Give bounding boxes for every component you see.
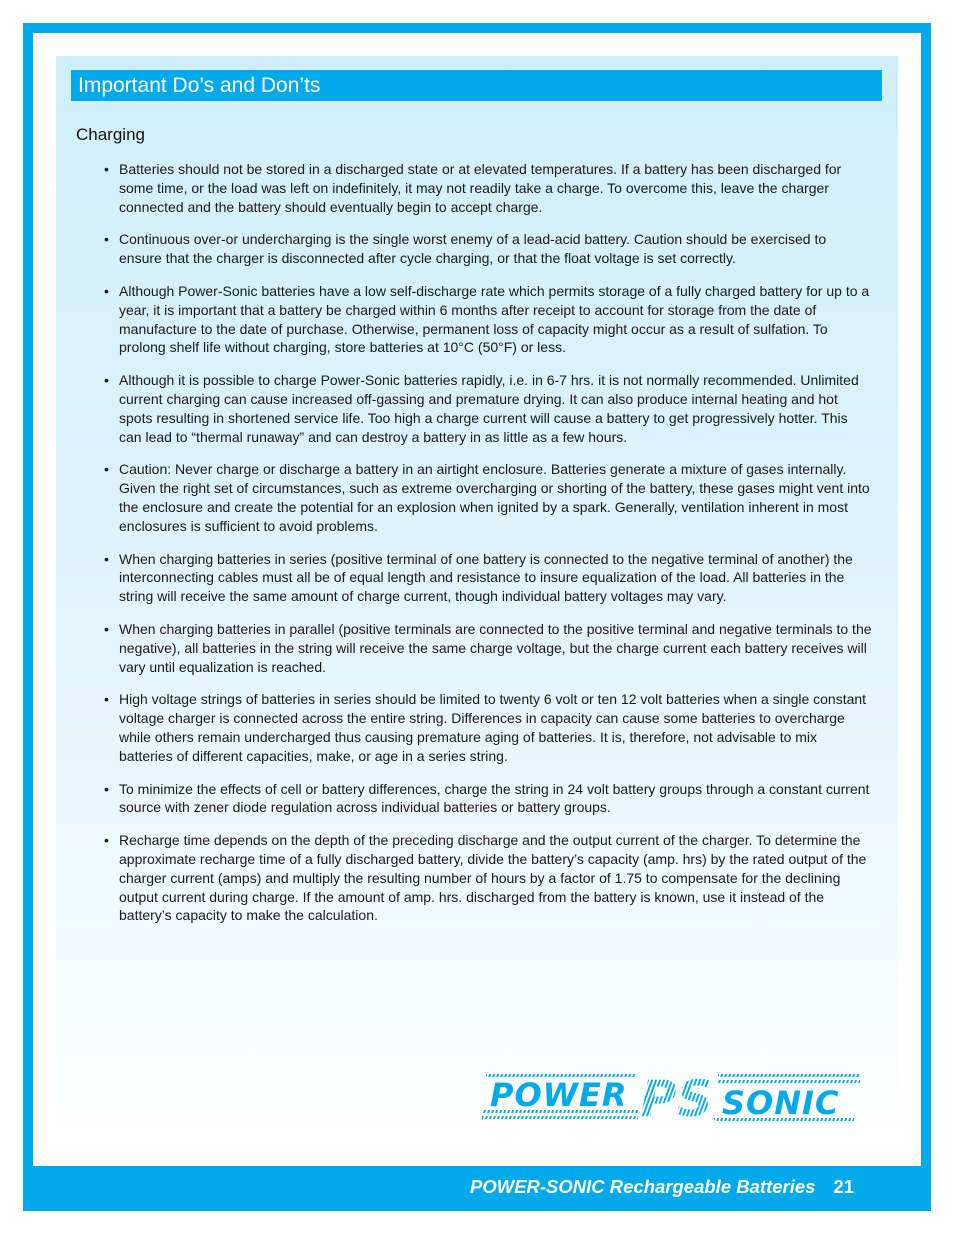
list-item-text: When charging batteries in series (positive terminal of one battery is connected to the negative terminal of another) the interconnecting cables must all be of equal length and resistance to insure equalization of the load. All batteries in the string will receive the same amount of charge current, though individual battery voltages may vary. — [119, 550, 853, 605]
page-number: 21 — [833, 1176, 855, 1197]
list-item-text: When charging batteries in parallel (positive terminals are connected to the positive terminal and negative terminals to the negative), all batteries in the string will receive the same charge voltage, but the charge current each battery receives will vary until equalization is reached. — [119, 620, 872, 675]
list-item — [104, 230, 872, 268]
bullet-icon: • — [104, 161, 109, 177]
list-item-text: Although Power-Sonic batteries have a low self-discharge rate which permits storage of a fully charged battery for up to a year, it is important that a battery be charged within 6 months after receipt to account for storage from the date of manufacture to the date of purchase. Otherwise, permanent loss of capacity might occur as a result of sulfation. To prolong shelf life without charging, store batteries at 10°C (50°F) or less. — [119, 282, 870, 356]
list-item-text: To minimize the effects of cell or battery differences, charge the string in 24 volt battery groups through a constant current source with zener diode regulation across individual batteries or battery groups. — [119, 780, 870, 816]
logo-word-sonic: SONIC — [722, 1084, 840, 1122]
list-item-text: Continuous over-or undercharging is the single worst enemy of a lead-acid battery. Caution should be exercised to ensure that the charger is disconnected after cycle charging, or that the float voltage is set correctly. — [119, 231, 827, 267]
bullet-icon: • — [104, 620, 109, 637]
bullet-icon: • — [104, 780, 109, 797]
ps-mark: PS — [640, 1072, 713, 1124]
footer-title — [470, 1176, 854, 1198]
bullet-list — [104, 160, 872, 939]
bullet-icon: • — [104, 461, 109, 478]
bullet-icon: • — [104, 231, 109, 248]
power-sonic-logo — [478, 1072, 862, 1124]
list-item-text: Although it is possible to charge Power-Sonic batteries rapidly, i.e. in 6-7 hrs. it is not normally recommended. Unlimited current charging can cause increased off-gassing and premature drying. It can also produce internal heating and hot spots resulting in shortened service life. Too high a charge current will cause a battery to get progressively hotter. This can lead to “thermal runaway” and can destroy a battery in as little as a few hours. — [119, 372, 859, 445]
list-item-text: Caution: Never charge or discharge a battery in an airtight enclosure. Batteries generate a mixture of gases internally. Given the right set of circumstances, such as extreme overcharging or shorting of the battery, these gases might vent into the enclosure and create the potential for an explosion when ignited by a spark. Generally, ventilation inherent in most enclosures is sufficient to avoid problems. — [119, 461, 870, 534]
list-item — [104, 160, 872, 216]
logo-word-power: POWER — [490, 1076, 628, 1114]
bullet-icon: • — [104, 691, 109, 708]
bullet-icon: • — [104, 550, 109, 567]
list-item — [104, 831, 872, 925]
bullet-icon: • — [104, 282, 109, 299]
list-item — [104, 620, 872, 676]
list-item — [104, 460, 872, 535]
bullet-icon: • — [104, 832, 109, 849]
list-item-text: Batteries should not be stored in a discharged state or at elevated temperatures. If a battery has been discharged for some time, or the load was left on indefinitely, it may not readily take a charge. To overcome this, leave the charger connected and the battery should eventually begin to accept charge. — [119, 161, 842, 215]
list-item — [104, 550, 872, 606]
list-item-text: Recharge time depends on the depth of the preceding discharge and the output current of the charger. To determine the approximate recharge time of a fully discharged battery, divide the battery’s capacity (amp. hrs) by the rated output of the charger current (amps) and multiply the resulting number of hours by a factor of 1.75 to compensate for the declining output current during charge. If the amount of amp. hrs. discharged from the battery is known, use it instead of the battery’s capacity to make the calculation. — [119, 832, 867, 924]
list-item — [104, 780, 872, 818]
list-item — [104, 371, 872, 446]
list-item — [104, 282, 872, 357]
footer-text: POWER-SONIC Rechargeable Batteries — [470, 1176, 816, 1197]
section-heading: Charging — [76, 125, 145, 144]
bullet-icon: • — [104, 372, 109, 389]
page-title: Important Do’s and Don’ts — [71, 70, 882, 101]
list-item-text: High voltage strings of batteries in series should be limited to twenty 6 volt or ten 12 volt batteries when a single constant voltage charger is connected across the entire string. Differences in capacity can cause some batteries to overcharge while others remain undercharged thus causing premature aging of batteries. It is, therefore, not advisable to mix batteries of different capacities, make, or age in a series string. — [119, 691, 867, 764]
list-item — [104, 690, 872, 765]
